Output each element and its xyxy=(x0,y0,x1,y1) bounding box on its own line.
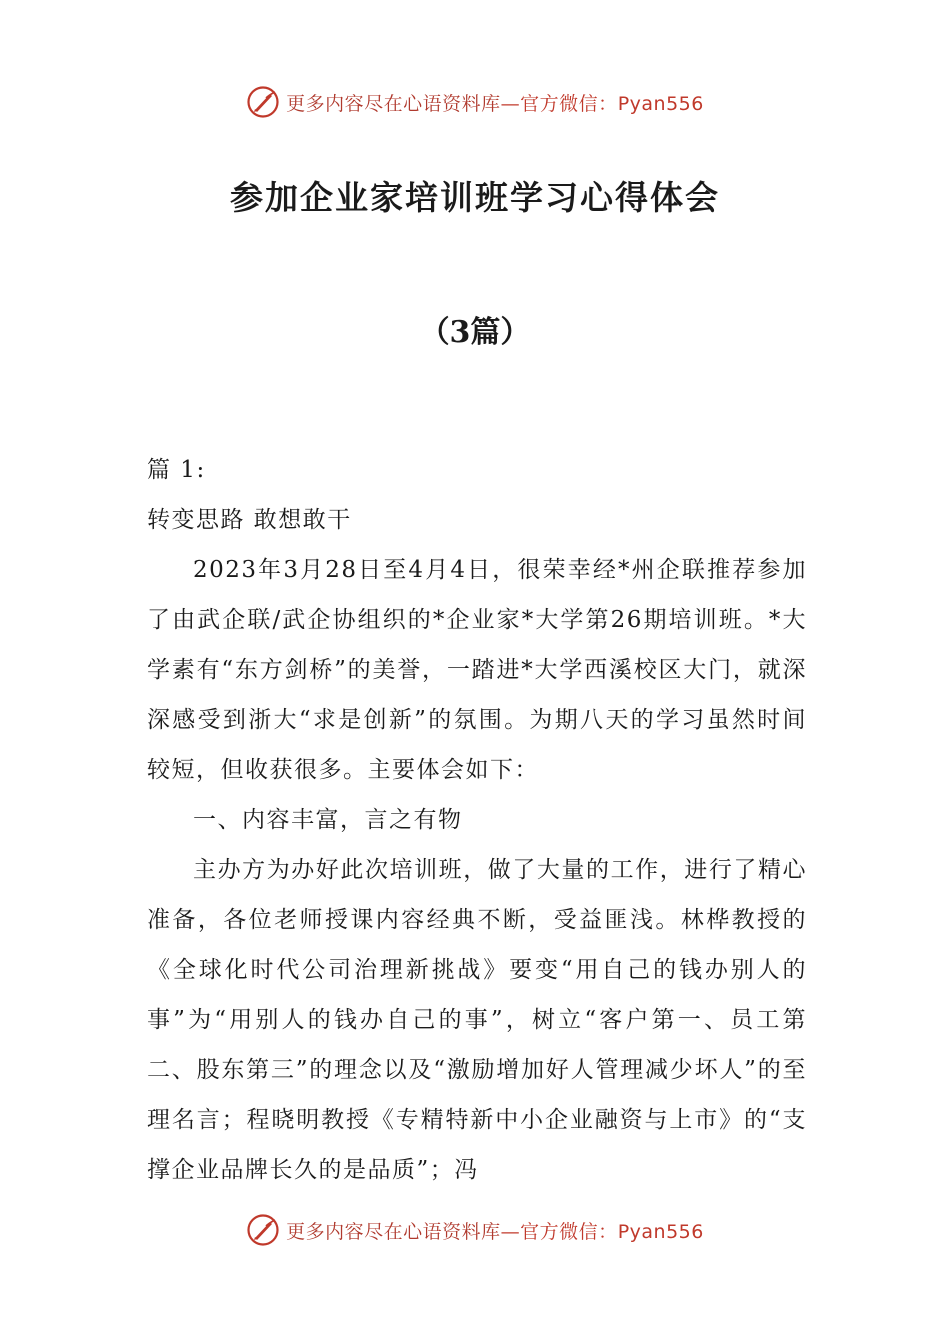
document-title: 参加企业家培训班学习心得体会 xyxy=(230,178,720,217)
document-body xyxy=(147,445,807,1195)
watermark-wechat-label: 官方微信： xyxy=(520,92,618,115)
watermark-source: 更多内容尽在心语资料库 xyxy=(286,1220,501,1243)
watermark-wechat-id: Pyan556 xyxy=(617,92,704,115)
watermark-text xyxy=(286,1217,704,1244)
watermark-source: 更多内容尽在心语资料库 xyxy=(286,92,501,115)
body-paragraph: 主办方为办好此次培训班，做了大量的工作，进行了精心准备，各位老师授课内容经典不断，受益匪浅。林桦教授的《全球化时代公司治理新挑战》要变“用自己的钱办别人的事”为“用别人的钱办自己的事”，树立“客户第一、员工第二、股东第三”的理念以及“激励增加好人管理减少坏人”的至理名言；程晓明教授《专精特新中小企业融资与上市》的“支撑企业品牌长久的是品质”；冯 xyxy=(147,857,807,1183)
section-label: 篇 1: xyxy=(147,457,206,483)
watermark-dash: — xyxy=(500,92,521,115)
header-watermark xyxy=(0,82,950,122)
watermark-dash: — xyxy=(500,1220,521,1243)
footer-watermark xyxy=(0,1210,950,1250)
document-subtitle: （3篇） xyxy=(419,315,531,350)
watermark-text xyxy=(286,89,704,116)
watermark-wechat-label: 官方微信： xyxy=(520,1220,618,1243)
watermark-wechat-id: Pyan556 xyxy=(617,1220,704,1243)
point-heading: 一、内容丰富，言之有物 xyxy=(193,807,463,833)
quill-seal-icon xyxy=(246,85,280,119)
quill-seal-icon xyxy=(246,1213,280,1247)
body-paragraph: 2023年3月28日至4月4日，很荣幸经*州企联推荐参加了由武企联/武企协组织的*企业家*大学第26期培训班。*大学素有“东方剑桥”的美誉，一踏进*大学西溪校区大门，就深深感受到浙大“求是创新”的氛围。为期八天的学习虽然时间较短，但收获很多。主要体会如下： xyxy=(147,557,807,783)
section-heading: 转变思路 敢想敢干 xyxy=(147,507,352,533)
